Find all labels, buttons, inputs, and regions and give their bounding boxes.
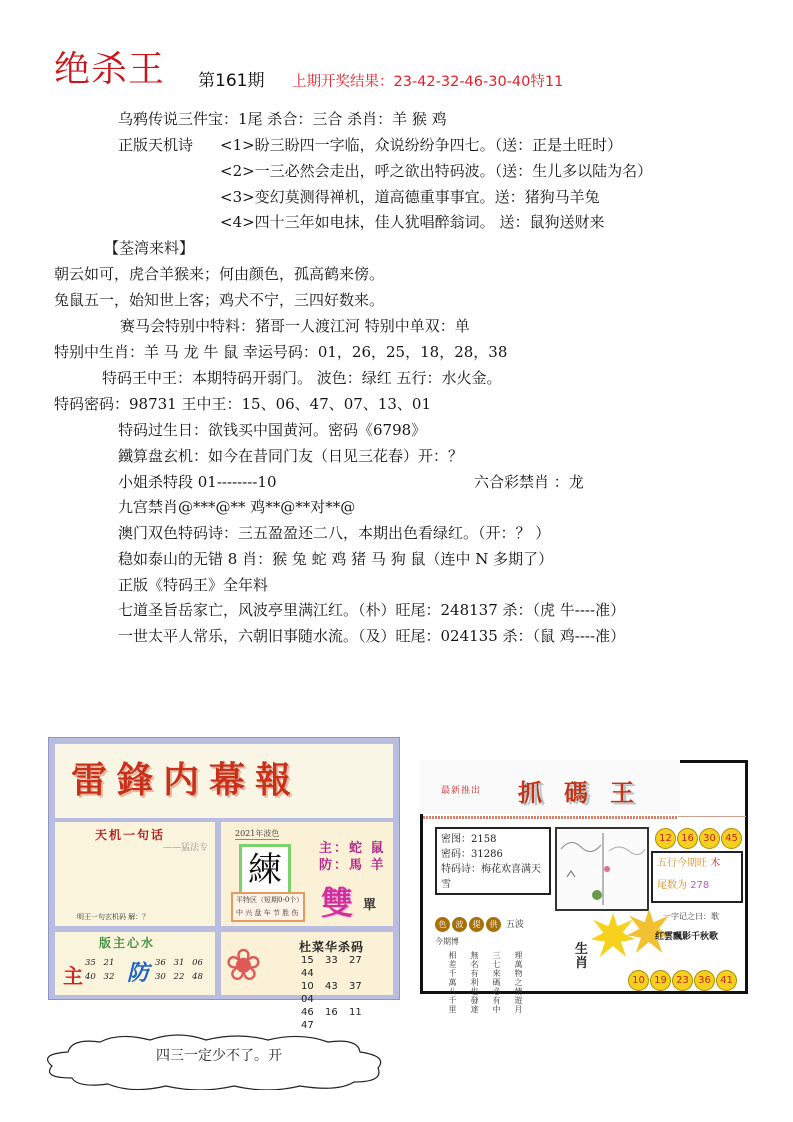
banzhu-box [55, 932, 215, 995]
shengxiao-label: 生肖 [575, 942, 589, 971]
fang-zodiac: 防：馬 羊 [319, 858, 386, 873]
jiugong-line: 九宫禁肖@***@** 鸡**@**对**@ [118, 498, 356, 516]
pingte-title: 平特区（短期0-0个） [236, 896, 304, 904]
zhuamawang-panel [420, 760, 748, 1014]
poem-line-4: <4>四十三年如电抹，佳人犹唱醉翁词。 送：鼠狗送财来 [220, 213, 605, 231]
tiesuanpan-line: 鐵算盘玄机：如今在昔同门友（日见三花春）开：？ [118, 447, 464, 465]
fang-numbers: 36 31 06 30 22 48 [155, 958, 203, 982]
small-heading: 2021年波色 [235, 829, 280, 838]
dan-character: 單 [363, 898, 377, 913]
top-number-balls [655, 826, 743, 849]
tianji-sub: ——猛法专 [163, 843, 209, 853]
aomen-line: 澳门双色特码诗：三五盈盈还二八，本期出色看绿红。（开：？ ） [118, 524, 551, 542]
poem-line-1: <1>盼三盼四一字临，众说纷纷争四七。（送：正是土旺时） [220, 136, 623, 154]
wuxing-label: 五行今期旺 [657, 858, 707, 869]
issue-number: 第161期 [198, 71, 265, 91]
tianji-title: 天机一句话 [95, 828, 166, 842]
teju-text: 特码诗：梅花欢喜满天雪 [441, 864, 541, 890]
divider [678, 816, 746, 817]
number-ball: 41 [716, 970, 737, 991]
tianji-box [55, 822, 215, 926]
zhu-label: 主 [63, 964, 83, 988]
poem-line-2: <2>一三必然会走出，呼之欲出特码波。（送：生儿多以陆为名） [220, 162, 653, 180]
poem-label: 正版天机诗 [118, 136, 194, 154]
crow-line: 乌鸦传说三件宝：1尾 杀合：三合 杀肖：羊 猴 鸡 [118, 110, 447, 128]
number-ball: 23 [672, 970, 693, 991]
lian-box-area [221, 822, 393, 926]
poem-grid: 今期博 相差千萬八千里 無名有利也發達 三七來碼必有中 理萬物之情遊月 [435, 937, 523, 1014]
divider [423, 816, 678, 819]
dubai-title: 杜菜华杀码 [299, 940, 365, 954]
zhuamawang-title: 抓碼王 [518, 778, 656, 807]
jinqi-label: 今期博 [435, 937, 459, 946]
number-ball: 16 [677, 828, 698, 849]
tebie-shengxiao-line: 特别中生肖：羊 马 龙 牛 鼠 幸运号码：01，26，25，18，28，38 [54, 343, 508, 361]
number-ball: 45 [721, 828, 742, 849]
wenru-line: 稳如泰山的无错 8 肖：猴 兔 蛇 鸡 猪 马 狗 鼠（连中 N 多期了） [118, 550, 554, 568]
yishi-line: 一世太平人常乐，六朝旧事随水流。（及）旺尾：024135 杀：（鼠 鸡----准） [118, 627, 626, 645]
liuhecai-line: 六合彩禁肖 ：龙 [474, 473, 584, 491]
zhu-zodiac: 主：蛇 鼠 [319, 841, 386, 856]
leifeng-title: 雷鋒内幕報 [71, 759, 302, 801]
temawang-line: 特码王中王：本期特码开弱门。 波色：绿红 五行：水火金。 [102, 369, 502, 387]
zhengban-line: 正版《特码王》全年料 [118, 576, 269, 594]
leifeng-panel [48, 737, 400, 1031]
quanwan-title: 【荃湾来料】 [104, 239, 195, 257]
dubai-numbers: 15 33 2744 10 43 3704 46 16 1147 [301, 955, 362, 1031]
poem-line-3: <3>变幻莫测得禅机，道高德重事事宜。送：猪狗马羊兔 [220, 188, 600, 206]
leifeng-header [55, 744, 393, 818]
quanwan-line-1: 朝云如可，虎合羊猴来；何由颜色，孤高鹤来傍。 [54, 265, 385, 283]
xiaojie-line: 小姐杀特段 01--------10 [118, 473, 277, 491]
newest-tag: 最新推出 [441, 786, 482, 796]
brand-title: 绝杀王 [54, 49, 166, 90]
dubai-box [221, 932, 393, 1031]
number-ball: 10 [628, 970, 649, 991]
number-ball: 30 [699, 828, 720, 849]
flower-icon: ❀ [225, 940, 262, 991]
tema-mima-line: 特码密码：98731 王中王：15、06、47、07、13、01 [54, 395, 432, 413]
mima-text: 密码：31286 [441, 849, 503, 860]
mima-box [435, 827, 551, 895]
shuang-character: 雙 [321, 884, 354, 922]
number-ball: 12 [655, 828, 676, 849]
zhu-fang-zodiac [319, 840, 386, 874]
zhu-numbers: 35 21 40 32 [85, 958, 115, 982]
weishu-value: 278 [690, 880, 710, 891]
hongyun-text: 红雲飄影千秋歌 [655, 932, 719, 942]
bottom-number-balls [628, 968, 738, 991]
saimahui-line: 赛马会特别中特料：猪哥一人渡江河 特别中单双：单 [120, 317, 470, 335]
wuxing-value: 木 [710, 858, 721, 869]
yizi-text: 一字记之曰：歌 [663, 912, 719, 921]
guoshengri-line: 特码过生日：欲钱买中国黄河。密码《6798》 [118, 421, 427, 439]
sebo-row: 色 波 提 供 五波 [435, 917, 524, 932]
quanwan-line-2: 兔鼠五一，始知世上客；鸡犬不宁，三四好数来。 [54, 291, 385, 309]
pingte-sub: 中 兴 盘 车 节 胜 伤 [236, 909, 299, 917]
fang-label: 防 [127, 960, 150, 986]
tianji-foot: 明王一句玄机码 解：？ [77, 913, 150, 921]
landscape-picture [555, 827, 649, 911]
number-ball: 36 [694, 970, 715, 991]
number-ball: 19 [650, 970, 671, 991]
weishu-label: 尾数为 [657, 880, 687, 891]
pingte-box [231, 892, 305, 922]
banzhu-title: 版主心水 [99, 936, 156, 950]
wuxing-box [651, 851, 743, 903]
lian-character: 練 [239, 844, 291, 896]
cloud-text: 四三一定少不了。开 [156, 1048, 282, 1064]
qidao-line: 七道圣旨岳家亡，风波亭里满江红。（朴）旺尾：248137 杀：（虎 牛----准） [118, 601, 626, 619]
mitu-text: 密图：2158 [441, 834, 497, 845]
last-draw-result: 上期开奖结果：23-42-32-46-30-40特11 [292, 74, 564, 90]
